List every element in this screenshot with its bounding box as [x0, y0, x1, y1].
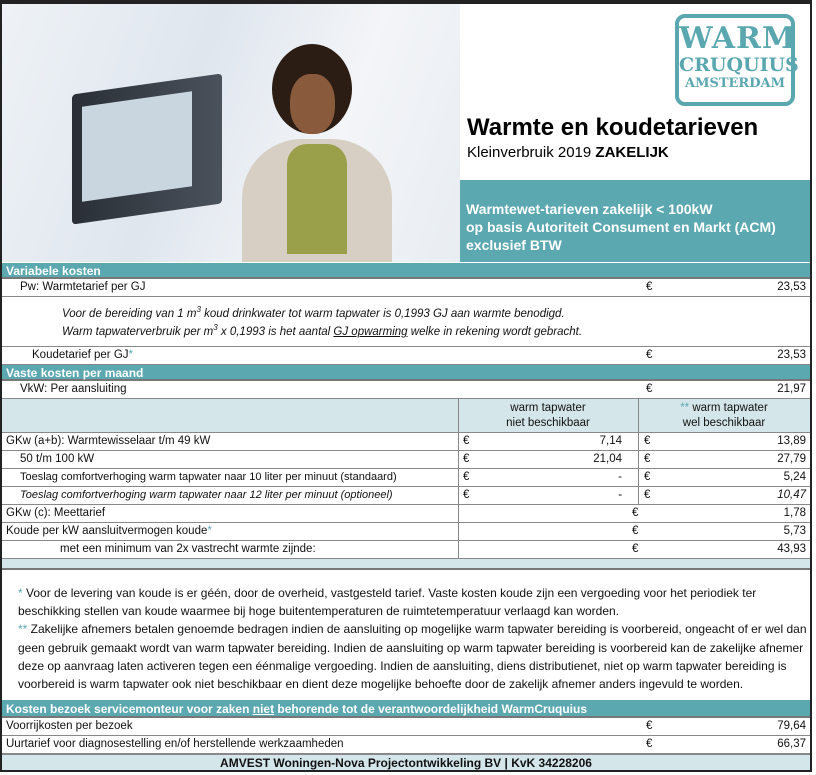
table-row-minimum: met een minimum van 2x vastrecht warmte zijnde: € 43,93	[2, 541, 810, 559]
table-row: Toeslag comfortverhoging warm tapwater naar 12 liter per minuut (optioneel) € - € 10,47	[2, 487, 810, 505]
table-row-koudetarief: Koudetarief per GJ* € 23,53	[2, 347, 810, 365]
col-header-niet-beschikbaar: warm tapwater niet beschikbaar	[506, 402, 590, 429]
col-header-wel-beschikbaar: ** warm tapwater wel beschikbaar	[680, 402, 768, 429]
table-row-pw: Pw: Warmtetarief per GJ € 23,53	[2, 279, 810, 297]
note-line-1: Voor de bereiding van 1 $m^3$ koud drinkwater tot warm tapwater is 0,1993 GJ aan warmte benodigd.	[62, 305, 565, 320]
table-end-band	[2, 559, 810, 570]
section-servicemonteur: Kosten bezoek servicemonteur voor zaken niet behorende tot de verantwoordelijkheid WarmCruquius	[2, 700, 810, 718]
footnote-koude: * Voor de levering van koude is er géén, door de overheid, vastgesteld tarief. Vaste kosten koude zijn een vergoeding voor het periodiek ter beschikking stellen van koude waarmee bij hoge buitentemperaturen de ruimtetemperatuur verlaagd kan worden.	[18, 586, 757, 619]
table-row-meettarief: GKw (c): Meettarief € 1,78	[2, 505, 810, 523]
table-row: 50 t/m 100 kW € 21,04 € 27,79	[2, 451, 810, 469]
column-headers	[2, 399, 810, 433]
header-photo	[2, 4, 460, 262]
section-variabele-kosten: Variabele kosten	[2, 263, 810, 279]
tariff-banner: Warmtewet-tarieven zakelijk < 100kW op basis Autoriteit Consument en Markt (ACM) exclusief BTW	[460, 180, 810, 262]
note-line-2: Warm tapwaterverbruik per $m^3$ x 0,1993 is het aantal GJ opwarming welke in rekening wordt gebracht.	[62, 323, 583, 338]
table-row: GKw (a+b): Warmtewisselaar t/m 49 kW € 7,14 € 13,89	[2, 433, 810, 451]
table-row-koude-kw: Koude per kW aansluitvermogen koude* € 5,73	[2, 523, 810, 541]
table-row-voorrijkosten: Voorrijkosten per bezoek € 79,64	[2, 718, 810, 736]
section-vaste-kosten: Vaste kosten per maand	[2, 365, 810, 381]
page-title: Warmte en koudetarieven	[467, 114, 759, 141]
note-block	[2, 297, 810, 347]
footnotes	[18, 584, 808, 693]
page-subtitle: Kleinverbruik 2019 ZAKELIJK	[467, 144, 669, 161]
footnote-tapwater: ** Zakelijke afnemers betalen genoemde bedragen indien de aansluiting op mogelijke warm tapwater bereiding is voorbereid, ongeacht of er wel dan geen gebruik gemaakt wordt van warm tapwater bereiding. Indien de aansluiting op warm tapwater bereiding is voorbereid kan de zakelijke afnemer deze op aanvraag laten activeren tegen een éénmalige vergoeding. Indien de aansluiting, diens distributienet, niet op warm tapwater bereiding is voorbereid is warm tapwater ook niet beschikbaar en dient deze mogelijke behoefte door de zakelijk afnemer anders ingevuld te worden.	[18, 622, 807, 692]
table-row: Toeslag comfortverhoging warm tapwater naar 10 liter per minuut (standaard) € - € 5,24	[2, 469, 810, 487]
warmcruquius-logo: WARM CRUQUIUS AMSTERDAM	[675, 14, 795, 106]
company-footer: AMVEST Woningen-Nova Projectontwikkeling BV | KvK 34228206	[2, 754, 810, 770]
table-row-vkw: VkW: Per aansluiting € 21,97	[2, 381, 810, 399]
table-row-uurtarief: Uurtarief voor diagnosestelling en/of herstellende werkzaamheden € 66,37	[2, 736, 810, 754]
